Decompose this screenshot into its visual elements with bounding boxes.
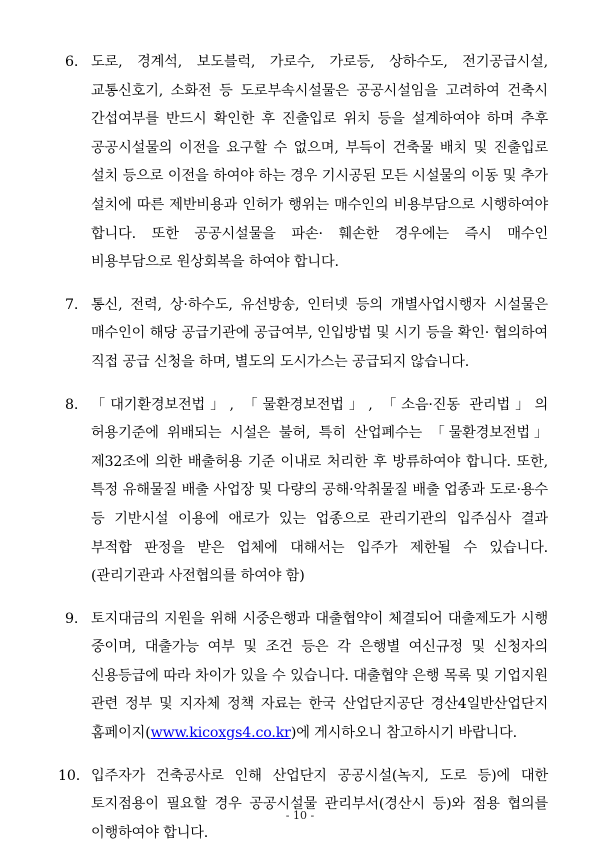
item-number: 6.	[65, 54, 79, 70]
homepage-link[interactable]: www.kicoxgs4.co.kr	[150, 725, 291, 742]
item-text: 토지대금의 지원을 위해 시중은행과 대출협약이 체결되어 대출제도가 시행 중이며, 대출가능 여부 및 조건 등은 각 은행별 여신규정 및 신청자의 신용등급에 따라 차이가 있을 수 있습니다. 대출협약 은행 목록 및 기업지원 관련 정부 및 지자체 정책 자료는 한국 산업단지공단 경산4일반산업단지 홈페이지(	[91, 610, 548, 742]
item-text: 「대기환경보전법」, 「물환경보전법」, 「소음·진동 관리법」의 허용기준에 위배되는 시설은 불허, 특히 산업폐수는 「물환경보전법」 제32조에 의한 배출허용 기준 이내로 처리한 후 방류하여야 합니다. 또한, 특정 유해물질 배출 사업장 및 다량의 공해·악취물질 배출 업종과 도로·용수 등 기반시설 이용에 애로가 있는 업종으로 관리기관의 입주심사 결과 부적합 판정을 받은 업체에 대해서는 입주가 제한될 수 있습니다.(관리기관과 사전협의를 하여야 함)	[91, 396, 548, 585]
list-item-6	[58, 48, 548, 277]
item-text-after: )에 게시하오니 참고하시기 바랍니다.	[290, 725, 517, 742]
item-number: 8.	[65, 396, 79, 413]
list-item-7	[58, 291, 548, 377]
list-item-8	[58, 391, 548, 591]
notice-list	[58, 48, 548, 847]
list-item-10	[58, 762, 548, 848]
item-text: 입주자가 건축공사로 인해 산업단지 공공시설(녹지, 도로 등)에 대한 토지점용이 필요할 경우 공공시설물 관리부서(경산시 등)와 점용 협의를 이행하여야 합니다.	[91, 767, 548, 841]
page-number: - 10 -	[285, 809, 315, 822]
item-text: 통신, 전력, 상·하수도, 유선방송, 인터넷 등의 개별사업시행자 시설물은 매수인이 해당 공급기관에 공급여부, 인입방법 및 시기 등을 확인· 협의하여 직접 공급 신청을 하며, 별도의 도시가스는 공급되지 않습니다.	[91, 296, 548, 370]
item-number: 9.	[65, 610, 79, 627]
item-number: 10.	[58, 767, 81, 784]
item-number: 7.	[65, 296, 79, 313]
item-text: 도로, 경계석, 보도블럭, 가로수, 가로등, 상하수도, 전기공급시설, 교통신호기, 소화전 등 도로부속시설물은 공공시설임을 고려하여 건축시 간섭여부를 반드시 확인한 후 진출입로 위치 등을 설계하여야 하며 추후 공공시설물의 이전을 요구할 수 없으며, 부득이 건축물 배치 및 진출입로 설치 등으로 이전을 하여야 하는 경우 기시공된 모든 시설물의 이동 및 추가 설치에 따른 제반비용과 인허가 행위는 매수인의 비용부담으로 시행하여야 합니다. 또한 공공시설물을 파손· 훼손한 경우에는 즉시 매수인 비용부담으로 원상회복을 하여야 합니다.	[91, 54, 548, 271]
list-item-9	[58, 605, 548, 748]
